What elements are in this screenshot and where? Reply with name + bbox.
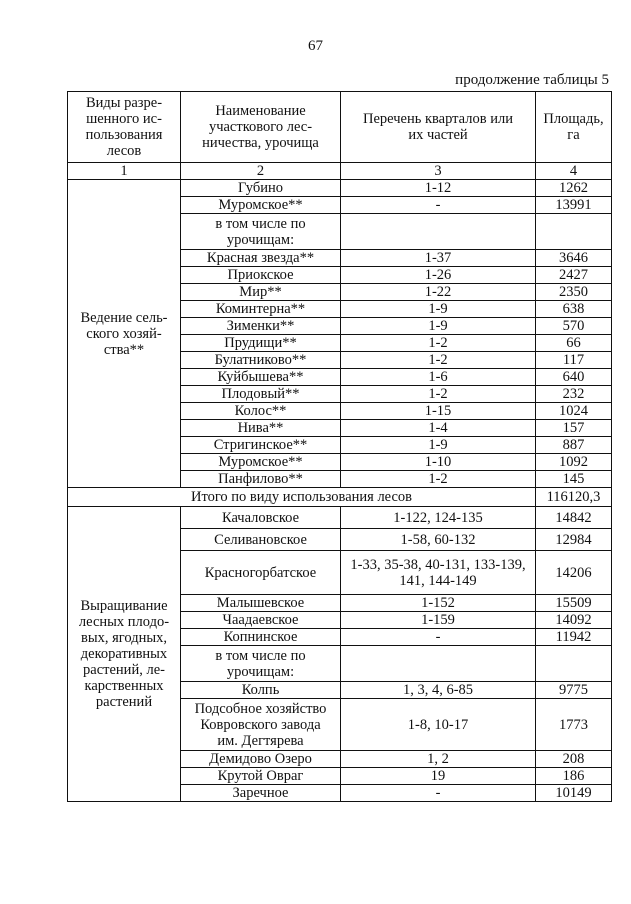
cell-area: 208 (536, 751, 612, 768)
cell-quarters: 1, 2 (341, 751, 536, 768)
cell-area: 570 (536, 318, 612, 335)
cell-name: Панфилово** (181, 471, 341, 488)
cell-name: в том числе по урочищам: (181, 646, 341, 682)
cell-name: Стригинское** (181, 437, 341, 454)
cell-area: 640 (536, 369, 612, 386)
cell-name: Качаловское (181, 507, 341, 529)
cell-name: Куйбышева** (181, 369, 341, 386)
cell-area: 11942 (536, 629, 612, 646)
cell-name: Муромское** (181, 454, 341, 471)
cell-area: 13991 (536, 197, 612, 214)
header-quarters: Перечень кварталов или их частей (341, 92, 536, 163)
cell-name: Зименки** (181, 318, 341, 335)
cell-name: Копнинское (181, 629, 341, 646)
cell-quarters: 1, 3, 4, 6-85 (341, 682, 536, 699)
column-number: 2 (181, 163, 341, 180)
cell-quarters: 1-10 (341, 454, 536, 471)
header-area: Площадь, га (536, 92, 612, 163)
table-header-row (68, 92, 612, 163)
column-number: 4 (536, 163, 612, 180)
cell-area (536, 646, 612, 682)
cell-quarters: - (341, 197, 536, 214)
total-label: Итого по виду использования лесов (68, 488, 536, 507)
cell-name: Коминтерна** (181, 301, 341, 318)
cell-area: 638 (536, 301, 612, 318)
cell-quarters (341, 646, 536, 682)
cell-name: Заречное (181, 785, 341, 802)
cell-area: 3646 (536, 250, 612, 267)
header-forestry-name: Наименование участкового лес- ничества, урочища (181, 92, 341, 163)
cell-name: Чаадаевское (181, 612, 341, 629)
cell-quarters: 1-4 (341, 420, 536, 437)
table-row (68, 180, 612, 197)
cell-area (536, 214, 612, 250)
cell-quarters: 1-12 (341, 180, 536, 197)
cell-area: 117 (536, 352, 612, 369)
cell-quarters: 1-37 (341, 250, 536, 267)
cell-area: 9775 (536, 682, 612, 699)
table-row (68, 507, 612, 529)
cell-area: 12984 (536, 529, 612, 551)
cell-quarters: 1-8, 10-17 (341, 699, 536, 751)
cell-quarters: 1-9 (341, 437, 536, 454)
column-number: 3 (341, 163, 536, 180)
cell-quarters: 1-58, 60-132 (341, 529, 536, 551)
cell-area: 10149 (536, 785, 612, 802)
cell-area: 1262 (536, 180, 612, 197)
cell-quarters: 1-159 (341, 612, 536, 629)
cell-quarters: - (341, 629, 536, 646)
total-row (68, 488, 612, 507)
cell-name: Булатниково** (181, 352, 341, 369)
cell-area: 1024 (536, 403, 612, 420)
cell-area: 887 (536, 437, 612, 454)
cell-name: в том числе по урочищам: (181, 214, 341, 250)
cell-area: 14092 (536, 612, 612, 629)
cell-quarters: 1-122, 124-135 (341, 507, 536, 529)
cell-area: 1092 (536, 454, 612, 471)
cell-quarters: 1-2 (341, 386, 536, 403)
cell-name: Нива** (181, 420, 341, 437)
cell-name: Демидово Озеро (181, 751, 341, 768)
cell-name: Колос** (181, 403, 341, 420)
cell-area: 2427 (536, 267, 612, 284)
table-continuation-label: продолжение таблицы 5 (455, 72, 609, 88)
cell-quarters: 1-9 (341, 318, 536, 335)
header-use-type: Виды разре- шенного ис- пользования лесов (68, 92, 181, 163)
cell-area: 2350 (536, 284, 612, 301)
cell-area: 14206 (536, 551, 612, 595)
cell-name: Красная звезда** (181, 250, 341, 267)
cell-name: Прудищи** (181, 335, 341, 352)
cell-name: Муромское** (181, 197, 341, 214)
cell-name: Малышевское (181, 595, 341, 612)
cell-quarters: 1-6 (341, 369, 536, 386)
cell-area: 157 (536, 420, 612, 437)
cell-name: Приокское (181, 267, 341, 284)
cell-name: Губино (181, 180, 341, 197)
cell-quarters: 1-2 (341, 471, 536, 488)
category-plant-growing: Выращивание лесных плодо- вых, ягодных, декоративных растений, ле- карственных растений (68, 507, 181, 802)
cell-quarters: 1-26 (341, 267, 536, 284)
page-number: 67 (308, 38, 323, 54)
cell-quarters: 1-2 (341, 352, 536, 369)
cell-name: Мир** (181, 284, 341, 301)
cell-quarters: 1-152 (341, 595, 536, 612)
cell-quarters: 1-9 (341, 301, 536, 318)
cell-quarters: 1-2 (341, 335, 536, 352)
cell-area: 186 (536, 768, 612, 785)
cell-area: 232 (536, 386, 612, 403)
cell-name: Колпь (181, 682, 341, 699)
forest-use-table (67, 91, 612, 802)
cell-quarters: - (341, 785, 536, 802)
cell-area: 14842 (536, 507, 612, 529)
cell-quarters: 19 (341, 768, 536, 785)
cell-area: 145 (536, 471, 612, 488)
cell-name: Крутой Овраг (181, 768, 341, 785)
cell-quarters: 1-33, 35-38, 40-131, 133-139, 141, 144-149 (341, 551, 536, 595)
cell-quarters (341, 214, 536, 250)
cell-area: 1773 (536, 699, 612, 751)
cell-area: 15509 (536, 595, 612, 612)
cell-quarters: 1-15 (341, 403, 536, 420)
cell-name: Плодовый** (181, 386, 341, 403)
total-value: 116120,3 (536, 488, 612, 507)
cell-area: 66 (536, 335, 612, 352)
cell-name: Подсобное хозяйство Ковровского завода им. Дегтярева (181, 699, 341, 751)
column-number-row (68, 163, 612, 180)
column-number: 1 (68, 163, 181, 180)
category-agriculture: Ведение сель- ского хозяй- ства** (68, 180, 181, 488)
cell-quarters: 1-22 (341, 284, 536, 301)
cell-name: Селивановское (181, 529, 341, 551)
cell-name: Красногорбатское (181, 551, 341, 595)
